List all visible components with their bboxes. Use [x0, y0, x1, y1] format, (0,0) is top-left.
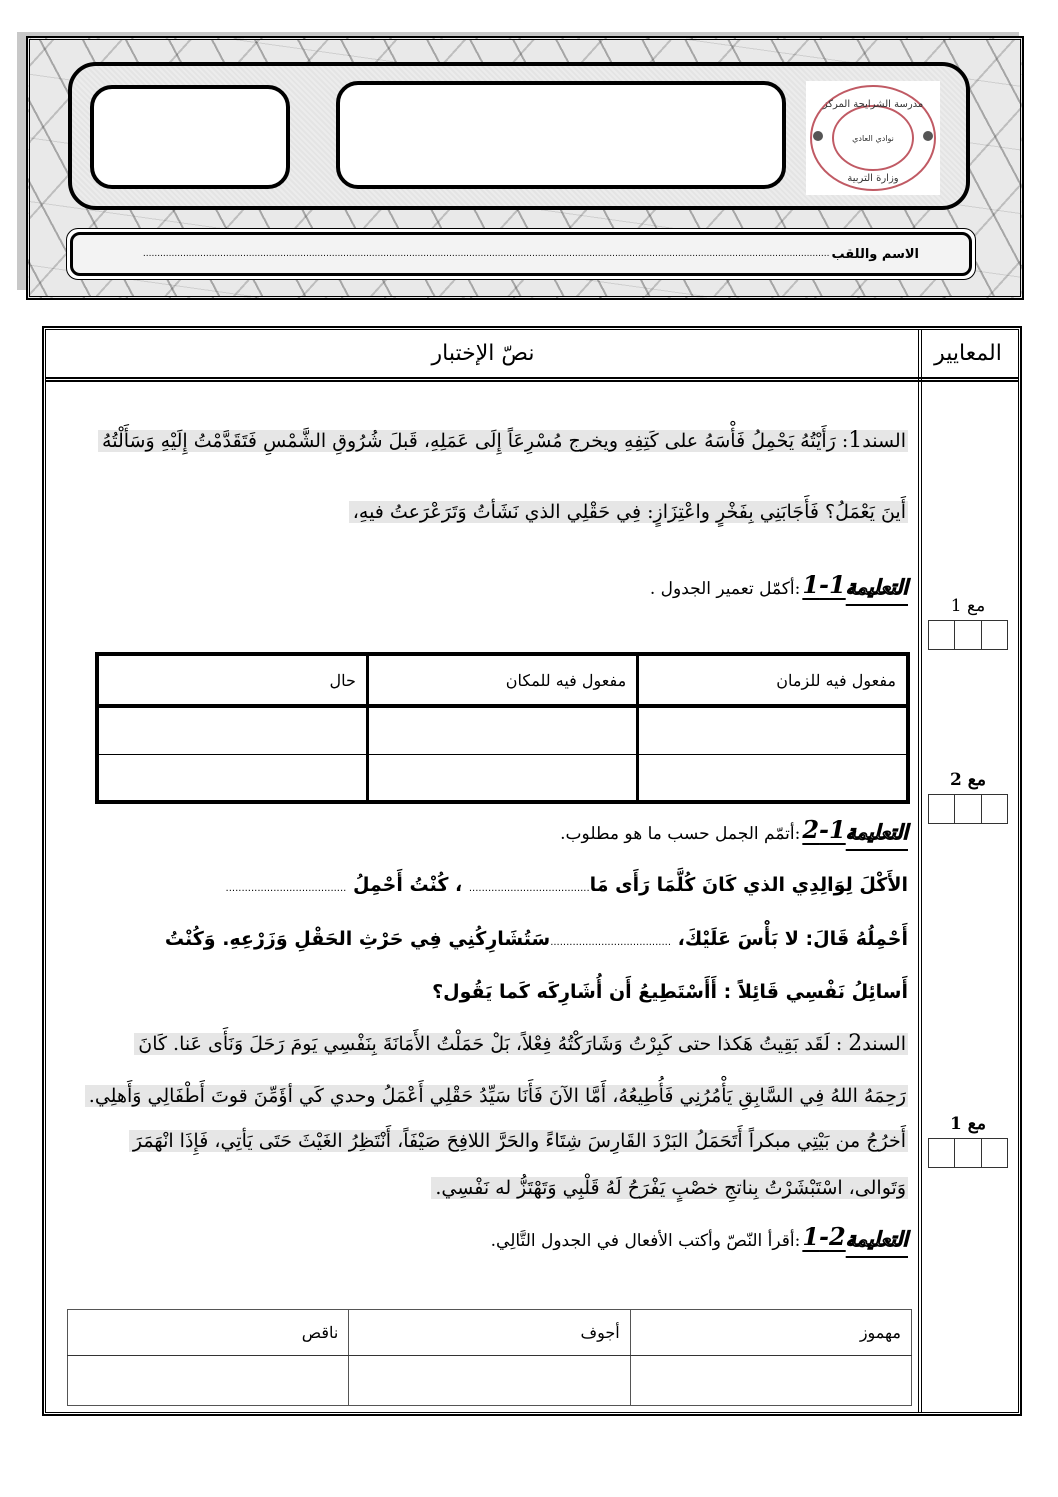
- sanad1-number: 1: [848, 428, 863, 453]
- fill-line-2: [165, 919, 908, 963]
- score-box[interactable]: [954, 795, 980, 823]
- school-logo: [806, 81, 940, 195]
- criterion-2: [928, 770, 1008, 824]
- sanad1-line2: [349, 495, 908, 529]
- answer-cell[interactable]: [630, 1356, 911, 1406]
- score-box[interactable]: [981, 621, 1007, 649]
- exam-content: [46, 382, 920, 1412]
- answer-cell[interactable]: [349, 1356, 630, 1406]
- task-1-1-text: :أكمّل تعمير الجدول .: [649, 579, 801, 599]
- table-row: [97, 706, 908, 754]
- sanad2-text-1: : لَقَد بَقِيتُ هَكذا حتى كَبِرْتُ وَشَارَكْتُهُ فِعْلاً، بَلْ حَمَلْتُ الأَمَانَةَ بِنَفْسِي يَومَ رَحَلَ وَنَأَى عَنا. كَانَ: [138, 1033, 849, 1055]
- sanad2-text-2: رَحِمَهُ اللهُ فِي السَّابِقِ يَأْمُرُنِي فَأُطِيعُهُ، أَمَّا الآنَ فَأَنَا سَيِّدُ حَقْلِي أَعْمَلُ وحدي كَي أؤَمِّنَ قوتَ أَطْفَالِي وَأَهلِي.: [85, 1085, 908, 1107]
- sanad1-text-2: أَينَ يَعْمَلُ؟ فَأَجَابَنِي بِفَخْرٍ واعْتِزَازٍ: فِي حَقْلِي الذي نَشَأتُ وَتَرَعْرَعتُ فيهِ،: [349, 501, 908, 523]
- blank-2[interactable]: ......................................: [225, 883, 347, 894]
- criterion-3-label: مع: [967, 1114, 986, 1134]
- criterion-3-number: 1: [950, 1114, 962, 1134]
- score-box[interactable]: [954, 1139, 980, 1167]
- header-time-adverb: مفعول فيه للزمان: [638, 654, 908, 706]
- criteria-column: [918, 330, 1018, 1412]
- exam-title-box: [336, 81, 786, 189]
- exam-table: [43, 327, 1021, 1415]
- answer-cell[interactable]: [638, 706, 908, 754]
- task-1-2-word: التعليمة: [845, 820, 908, 844]
- fill-l1-a: الأَكْلَ لِوَالِدِي الذي كَانَ كُلَّمَا رَأَى مَا: [589, 874, 908, 896]
- answer-cell[interactable]: [97, 754, 367, 802]
- score-boxes: [928, 1138, 1008, 1168]
- sanad2-text-3: أَخرُجُ من بَيْتِي مبكراً أَتَحَمَلُ البَرْدَ القَارِسَ شِتَاءً والحَرَّ اللافِحَ صَيْفَاً، أَنْتَظِرُ الغَيْثَ حَتَى يَأتِي، فَإِذَا انْهَمَرَ: [129, 1130, 908, 1152]
- criterion-3: [928, 1114, 1008, 1168]
- task-2-1-num-b: 1: [802, 1222, 820, 1251]
- task-1-2-sep: -: [819, 815, 830, 844]
- task-1-2-num-b: 2: [802, 815, 820, 844]
- header-naqis: ناقص: [68, 1310, 349, 1356]
- logo-top-text: مدرسة الشرايحة المركز: [822, 99, 924, 110]
- answer-cell[interactable]: [367, 706, 637, 754]
- fill-l1-b: ، كُنْتُ أَحْمِلُ: [352, 874, 463, 896]
- answer-cell[interactable]: [97, 706, 367, 754]
- task-1-1-num-b: 1: [802, 570, 820, 599]
- exam-table-header: [46, 330, 1018, 382]
- score-box[interactable]: [929, 621, 954, 649]
- criterion-2-number: 2: [950, 770, 962, 790]
- logo-inner-text: نوادي العادي: [852, 134, 894, 143]
- sanad1-label: السند: [862, 430, 906, 452]
- criterion-1-label: مع: [967, 596, 986, 616]
- table-adverbs: [95, 652, 910, 804]
- header-ajwaf: أجوف: [349, 1310, 630, 1356]
- fill-l2-b: سَتُشَارِكُنِي فِي حَرْثِ الحَقْلِ وَزَرْعِهِ. وَكُنْتُ: [164, 928, 551, 950]
- sanad2-line1: [134, 1027, 908, 1061]
- name-label: الاسم واللقب: [831, 246, 919, 262]
- criterion-1-number: 1: [950, 596, 962, 616]
- task-1-1-sep: -: [819, 570, 830, 599]
- sanad1-line1: [98, 424, 908, 458]
- task-1-2-num-a: 1: [829, 815, 846, 844]
- blank-1[interactable]: ......................................: [468, 883, 590, 894]
- table-header-row: [68, 1310, 912, 1356]
- task-1-2: [560, 815, 908, 844]
- sanad1-text-1: : رَأَيْتُهُ يَحْمِلُ فَأْسَهُ على كَتِفِهِ ويخرج مُسْرِعَاً إِلَى عَمَلِهِ، قَبلَ شُرُوقِ الشَّمْسِ فَتَقَدَّمْتُ إِلَيْهِ وَسَأَلْتُهُ: [102, 430, 849, 452]
- table-header-row: [97, 654, 908, 706]
- answer-cell[interactable]: [68, 1356, 349, 1406]
- header-band: [68, 62, 970, 210]
- task-2-1-word: التعليمة: [845, 1227, 908, 1251]
- score-box[interactable]: [954, 621, 980, 649]
- fill-line-1: [226, 865, 908, 909]
- task-1-1: [650, 570, 908, 599]
- logo-bottom-text: وزارة التربية: [847, 173, 899, 184]
- sanad2-label: السند: [862, 1033, 906, 1055]
- criterion-2-label: مع: [967, 770, 986, 790]
- sanad2-line2: [85, 1079, 908, 1113]
- table-row: [68, 1356, 912, 1406]
- table-row: [97, 754, 908, 802]
- answer-cell[interactable]: [638, 754, 908, 802]
- table-verbs: [67, 1309, 912, 1406]
- name-dots: ................................................................................................................................................................................................................................................: [142, 249, 830, 259]
- task-2-1-num-a: 2: [829, 1222, 846, 1251]
- grade-box: [90, 85, 290, 189]
- score-box[interactable]: [929, 1139, 954, 1167]
- blank-3[interactable]: ......................................: [550, 937, 671, 948]
- name-field-band: [66, 228, 976, 280]
- task-1-1-word: التعليمة: [845, 575, 908, 599]
- task-2-1-text: :أقرأ النّصّ وأكتب الأفعال في الجدول التَّالِي.: [490, 1231, 801, 1251]
- score-box[interactable]: [981, 1139, 1007, 1167]
- name-field[interactable]: [70, 232, 972, 276]
- fill-l2-a: أَحْمِلُهُ قَالَ: لا بَأْسَ عَلَيْكَ،: [677, 928, 908, 950]
- criterion-1: [928, 596, 1008, 650]
- task-2-1: [491, 1222, 908, 1251]
- score-boxes: [928, 794, 1008, 824]
- answer-cell[interactable]: [367, 754, 637, 802]
- sanad2-line3: [129, 1124, 908, 1158]
- header-haal: حال: [97, 654, 367, 706]
- header-mahmouz: مهموز: [630, 1310, 911, 1356]
- score-boxes: [928, 620, 1008, 650]
- task-2-1-sep: -: [819, 1222, 830, 1251]
- exam-text-header: نصّ الإختبار: [431, 341, 535, 366]
- sanad2-number: 2: [848, 1031, 863, 1056]
- task-1-2-text: :أتمّم الجمل حسب ما هو مطلوب.: [560, 824, 801, 844]
- score-box[interactable]: [981, 795, 1007, 823]
- school-stamp-icon: [806, 81, 940, 195]
- score-box[interactable]: [929, 795, 954, 823]
- exam-header: [27, 37, 1023, 299]
- task-1-1-num-a: 1: [829, 570, 846, 599]
- criteria-header: المعايير: [934, 341, 1002, 366]
- sanad2-line4: [431, 1171, 908, 1205]
- fill-line-3: أَسائِلُ نَفْسِي قَائِلاً : أَأَسْتَطِيعُ أَن أُشَارِكَه كَما يَقُول؟: [432, 981, 908, 1003]
- header-place-adverb: مفعول فيه للمكان: [367, 654, 637, 706]
- sanad2-text-4: وَتَوالى، اسْتَبْشَرْتُ بِناتجِ خصْبٍ يَفْرَحُ لَهُ قَلْبِي وَتَهْتَزُّ له نَفْسِي.: [431, 1177, 908, 1199]
